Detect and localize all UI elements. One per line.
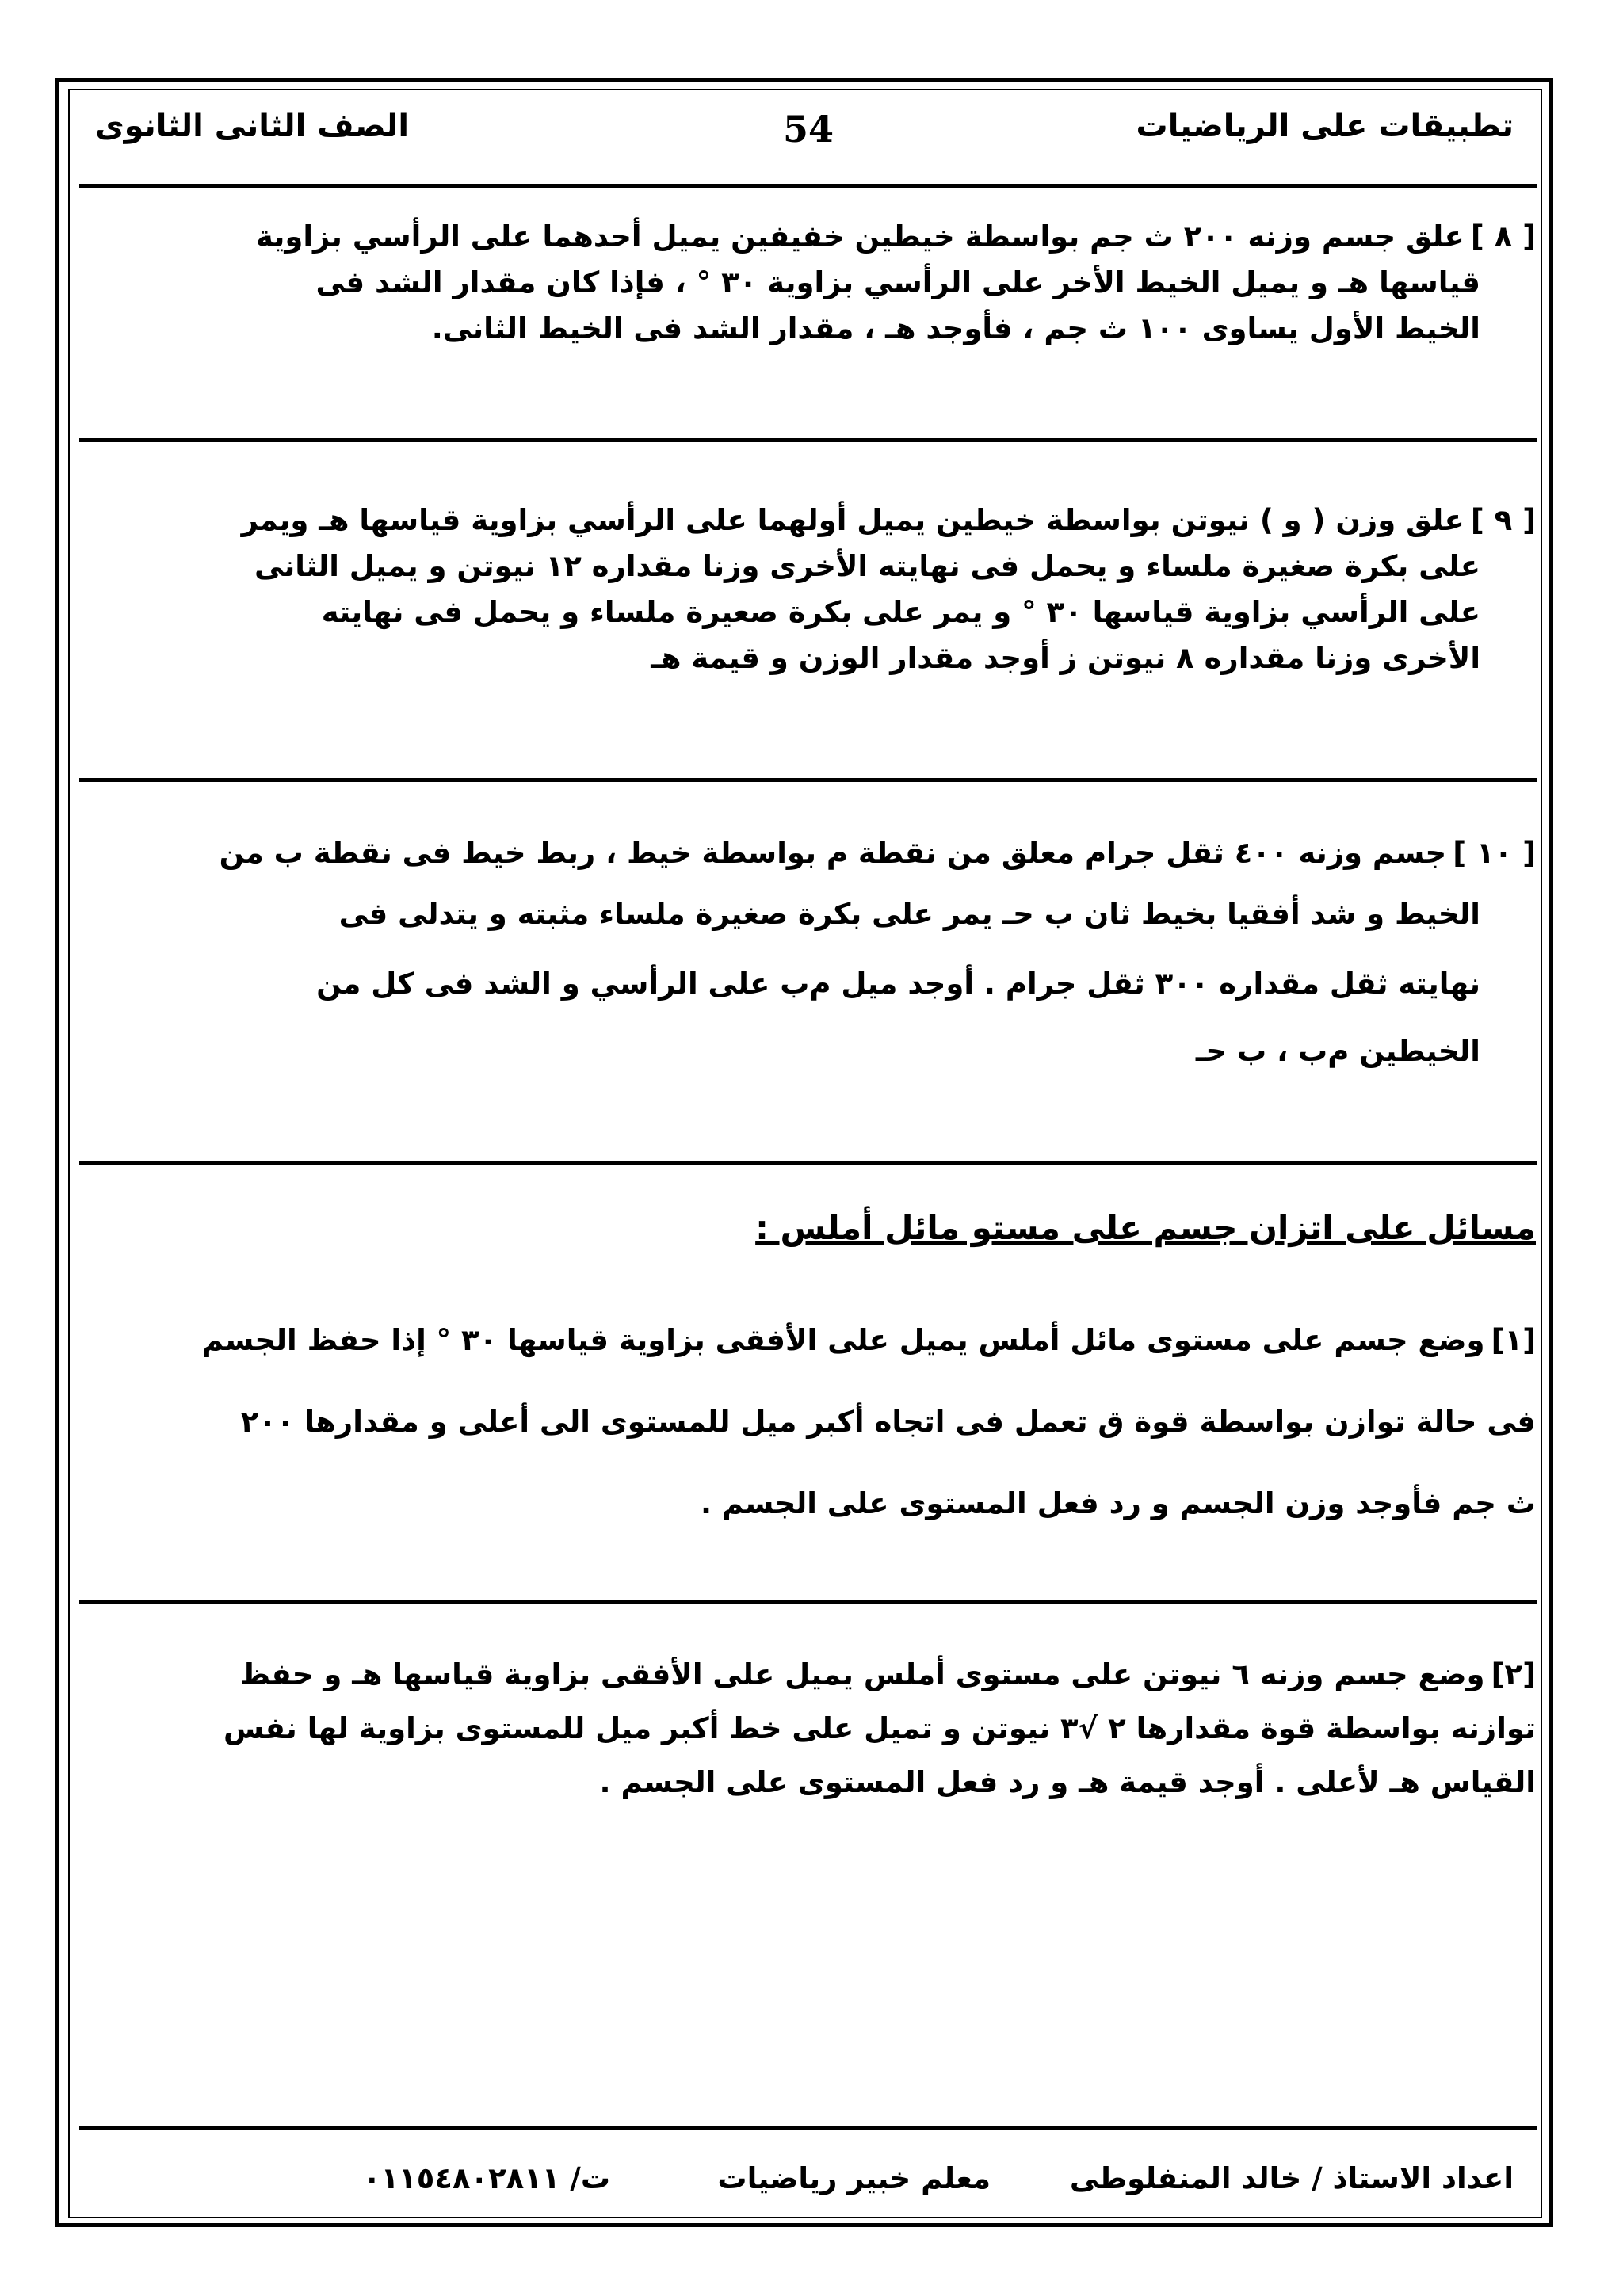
page-header	[87, 108, 1529, 163]
problem-line: جسم وزنه ٤٠٠ ثقل جرام معلق من نقطة ﻡ بواسطة خيط ، ربط خيط فى نقطة ب من	[219, 836, 1447, 870]
problem-line: توازنه بواسطة قوة مقدارها ٢ √٣ نيوتن و تميل على خط أكبر ميل للمستوى بزاوية لها نفس	[223, 1711, 1536, 1745]
problem-line: وضع جسم وزنه ٦ نيوتن على مستوى أملس يميل على الأفقى بزاوية قياسها هـ و حفظ	[239, 1657, 1485, 1691]
problem-line: القياس هـ لأعلى . أوجد قيمة هـ و رد فعل المستوى على الجسم .	[599, 1765, 1536, 1799]
problem-number: [ ١٠ ]	[1453, 836, 1536, 870]
incline-problem-1	[202, 1299, 1536, 1544]
grade-label: الصف الثانى الثانوى	[95, 108, 410, 144]
problem-line: قياسها هـ و يميل الخيط الأخر على الرأسي بزاوية ٣٠ ° ، فإذا كان مقدار الشد فى	[315, 265, 1480, 299]
problem-line: فى حالة توازن بواسطة قوة ق تعمل فى اتجاه أكبر ميل للمستوى الى أعلى و مقدارها ٢٠٠	[240, 1405, 1536, 1439]
section-divider	[79, 1161, 1537, 1165]
section-divider	[79, 778, 1537, 782]
page-number: 54	[782, 108, 834, 151]
page-inner-border	[68, 89, 1542, 2218]
problem-line: على بكرة صغيرة ملساء و يحمل فى نهايته الأخرى وزنا مقداره ١٢ نيوتن و يميل الثانى	[254, 549, 1480, 583]
page-footer	[87, 2161, 1529, 2209]
problem-8	[256, 214, 1536, 352]
problem-number: [ ٩ ]	[1470, 503, 1536, 537]
problem-line: الخيطين ﻡب ، ب حـ	[1195, 1034, 1480, 1068]
header-divider	[79, 184, 1537, 188]
phone-number: ت/ ٠١١٥٤٨٠٢٨١١	[363, 2161, 610, 2195]
problem-line: على الرأسي بزاوية قياسها ٣٠ ° و يمر على بكرة صعيرة ملساء و يحمل فى نهايته	[321, 595, 1480, 629]
problem-line: علق جسم وزنه ٢٠٠ ث جم بواسطة خيطين خفيفين يميل أحدهما على الرأسي بزاوية	[256, 219, 1465, 254]
problem-line: وضع جسم على مستوى مائل أملس يميل على الأفقى بزاوية قياسها ٣٠ ° إذا حفظ الجسم	[201, 1323, 1485, 1357]
book-title: تطبيقات على الرياضيات	[1136, 108, 1514, 144]
section-divider	[79, 438, 1537, 442]
author-name: اعداد الاستاذ / خالد المنفلوطى	[1069, 2161, 1514, 2195]
problem-line: نهايته ثقل مقداره ٣٠٠ ثقل جرام . أوجد ميل ﻡب على الرأسي و الشد فى كل من	[316, 967, 1480, 1001]
problem-number: [١]	[1491, 1323, 1536, 1357]
incline-problem-2	[223, 1648, 1536, 1810]
problem-10	[220, 830, 1536, 1087]
problem-line: الخيط و شد أفقيا بخيط ثان ب حـ يمر على بكرة صغيرة ملساء مثبته و يتدلى فى	[338, 897, 1480, 931]
problem-number: [٢]	[1491, 1657, 1536, 1691]
problem-line: علق وزن ( و ) نيوتن بواسطة خيطين يميل أولهما على الرأسي بزاوية قياسها هـ ويمر	[241, 503, 1465, 537]
problem-number: [ ٨ ]	[1470, 219, 1536, 254]
problem-line: الأخرى وزنا مقداره ٨ نيوتن ز أوجد مقدار الوزن و قيمة هـ	[651, 641, 1480, 675]
section-title: مسائل على اتزان جسم على مستو مائل أملس :	[755, 1208, 1536, 1247]
problem-line: ث جم فأوجد وزن الجسم و رد فعل المستوى على الجسم .	[701, 1486, 1536, 1520]
author-role: معلم خبير رياضيات	[717, 2161, 991, 2195]
problem-line: الخيط الأول يساوى ١٠٠ ث جم ، فأوجد هـ ، مقدار الشد فى الخيط الثانى.	[431, 311, 1480, 345]
footer-divider	[79, 2126, 1537, 2130]
problem-9	[242, 498, 1536, 681]
section-divider	[79, 1600, 1537, 1604]
